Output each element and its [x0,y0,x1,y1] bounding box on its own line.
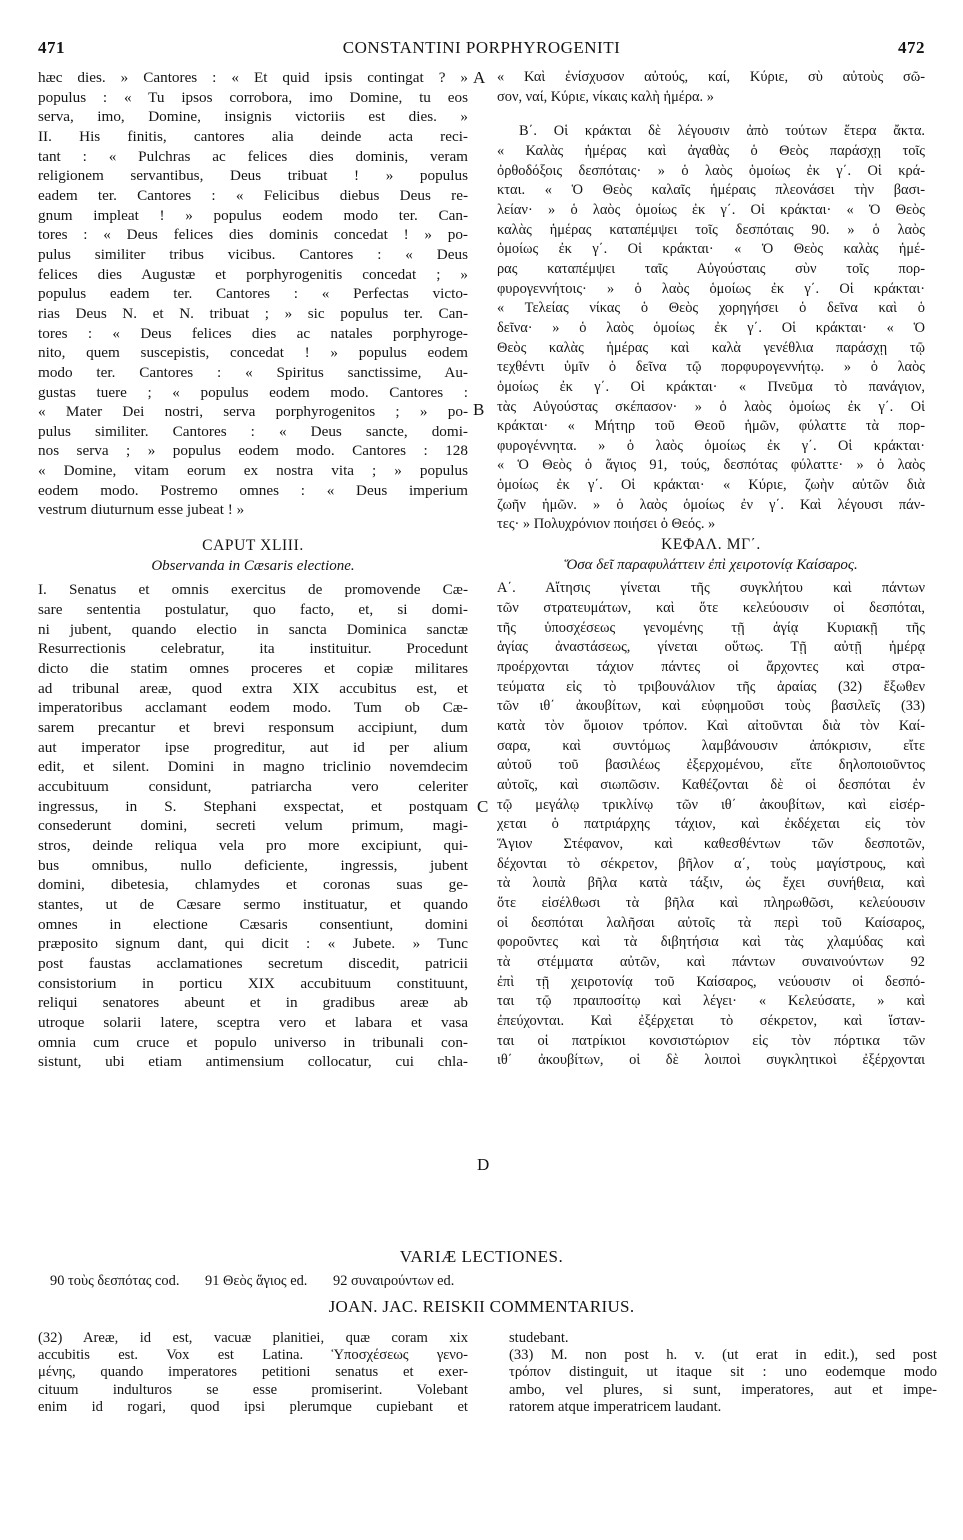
latin-line: ingressus, in S. Stephani exspectat, et postquam [38,797,468,815]
commentary-line: ratorem atque imperatricem laudant. [509,1398,722,1415]
commentary-line: ambo, vel plures, si sunt, imperatores, aut et impe- [509,1381,937,1398]
latin-line: Resurrectionis celebratur, ita instituitur. Procedunt [38,640,468,658]
latin-line: sistunt, ubi etiam antimensium collocatur, cui chla- [38,1053,468,1071]
running-title: CONSTANTINI PORPHYROGENITI [342,38,621,57]
greek-line: τὰ στέμματα αὐτῶν, καὶ πάντων συναινούντων 92 [497,953,925,970]
commentary-heading: JOAN. JAC. REISKII COMMENTARIUS. [328,1297,635,1316]
latin-line: consistorium in porticu XIX accubituum constituunt, [38,974,468,992]
margin-letter-d: D [477,1155,490,1174]
chapter-heading-greek: ΚΕΦΑΛ. ΜΓ΄. [661,536,761,554]
latin-line: omnes in electione Cæsaris consentiunt, domini [38,915,468,933]
greek-line: ὅτε εἰσέλθωσι τὰ βῆλα καὶ πληρωθῶσι, κελεύουσιν [497,894,925,911]
latin-line: tant : « Pulchras ac felices dies dominis, veram [38,147,468,165]
chapter-subheading-latin: Observanda in Cæsaris electione. [151,557,355,574]
latin-line: rias Deus N. et N. tribuat ; » sic populus ter. Can- [38,304,468,322]
running-header [38,38,925,64]
latin-line: serva, imo, Domine, insignis victoriis est dies. » [38,108,468,126]
greek-line: φοροῦντες καὶ τὰ διβητήσια καὶ τὰς χλαμύδας καὶ [497,934,925,951]
greek-line: τες· » Πολυχρόνιον ποιήσει ὁ Θεός. » [497,516,716,533]
greek-line: ἐπὶ τῇ χειροτονίᾳ τοῦ Καίσαρος, νεύουσιν οἱ δεσπό- [497,973,925,990]
greek-line: ὁμοίως ἐκ γ΄. Οἱ κράκται· « Ὁ Θεὸς καλὰς ἡμέ- [497,241,925,258]
latin-line: præposito signum dant, qui dicit : « Jubete. » Tunc [38,935,468,953]
greek-column [497,68,925,1071]
greek-line: ιθ΄ ἀκουβίτων, οἱ δὲ λοιποὶ συγκλητικοὶ ἐξέρχονται [497,1052,925,1069]
latin-line: gustas tuere ; « populus eodem modo. Cantores : [38,383,468,401]
latin-line: bus omnibus, nullo deficiente, ingressis, jubent [38,856,468,874]
latin-line: felices dies Augustæ et porphyrogenitis concedat ; » [38,265,468,283]
latin-line: vestrum diuturnum esse jubeat ! » [38,501,245,519]
variant-reading: 92 συναιρούντων ed. [333,1273,455,1289]
latin-line: sarem precantur et brevi responsum accipiunt, dum [38,719,468,736]
greek-line: τῷ μεγάλῳ τρικλίνῳ τῶν ιθ΄ ἀκουβίτων, καὶ εἰσέρ- [497,796,925,813]
commentary-line: cituum indulturos se esse promiserint. Volebant [38,1381,468,1398]
latin-line: consederunt domini, secreti velum primum, magi- [38,817,468,835]
greek-line: φυρογέννητα. » ὁ λαὸς ὁμοίως ἐκ γ΄. Οἱ κράκται· [497,437,925,454]
latin-line: pulus similiter tribus vicibus. Cantores : « Deus [38,245,468,263]
greek-line: κται. « Ὁ Θεὸς καλαῖς ἡμέραις πλεονάσει τὴν βασι- [497,182,925,199]
greek-line: τὰς Αὐγούστας σκέπασον· » ὁ λαὸς ὁμοίως ἐκ γ΄. Οἱ [497,398,925,415]
greek-line: « Ὁ Θεὸς ὁ ἅγιος 91, τούς, δεσπότας φύλαττε· » ὁ λαὸς [497,457,925,474]
latin-line: utroque solarii latere, sceptra vero et labara et vasa [38,1013,468,1031]
greek-line: « Τελείας νίκας ὁ Θεὸς χορηγήσει ὁ δεῖνα καὶ ὁ [497,300,925,317]
commentary-line: τρόπον distinguit, ut itaque sit : uno eodemque modo [509,1364,937,1381]
spacer [38,520,468,536]
latin-line: nos serva ; » populus eodem modo. Cantores : 128 [38,442,468,460]
greek-line: τῆς ὑποσχέσεως γενομένης τῇ ἁγίᾳ Κυριακῇ τῆς [497,619,925,636]
greek-line: χεται ὁ πατριάρχης τάχιον, καὶ ἐκδέχεται εἰς τὸν [497,816,925,833]
variant-reading: 90 τοὺς δεσπότας cod. [50,1273,180,1289]
greek-line: ται τῷ πραιποσίτῳ καὶ λέγει· « Κελεύσατε, » καὶ [497,993,925,1010]
commentary-line: studebant. [509,1330,569,1346]
latin-line: eadem ter. Cantores : « Felicibus diebus Deus re- [38,186,468,204]
latin-line: modo ter. Cantores : « Spiritus sanctissime, Au- [38,363,468,381]
greek-line: αὐτοῦ τοῦ βασιλέως ἐξερχομένου, εἴτε δηλοποιοῦντος [497,757,925,774]
greek-line: Θεὸς καλὰς ἡμέρας καὶ καλὰ γενέθλια παράσχῃ τῷ [497,339,925,356]
greek-line: αὐτοῖς, καὶ σιωπῶσιν. Καθέζονται δὲ οἱ δεσπόται ἐν [497,776,925,793]
latin-line: « Domine, vitam eorum ex nostra vita ; » populus [38,462,468,480]
latin-column [38,68,468,1072]
greek-line: τῶν στρατευμάτων, καὶ ὅτε κελεύουσιν οἱ δεσπόται, [497,600,925,617]
latin-line: imperatoribus acclamant eodem modo. Tum ob Cæ- [38,699,468,717]
greek-line: οἱ δεσπόται λαλῆσαι αὐτοῖς τὰ περὶ τοῦ Καίσαρος, [497,914,925,931]
greek-line: δέχονται τὸ σέκρετον, βῆλον α΄, τοὺς μαγίστρους, καὶ [497,855,925,872]
latin-line: accubituum considunt, patriarcha vero celeriter [38,777,468,795]
latin-line: eodem modo. Postremo omnes : « Deus imperium [38,481,468,499]
latin-line: aut imperator ipse progreditur, aut id per alium [38,738,468,756]
commentary-line: (32) Areæ, id est, vacuæ planitiei, quæ coram xix [38,1330,468,1346]
latin-line: stros, deinde reliqua vela pro more excipiunt, qui- [38,836,468,854]
latin-line: tores : « Deus felices dies dominis concedat ! » po- [38,226,468,244]
latin-line: reliqui senatores abeunt et in gradibus areæ ab [38,994,468,1012]
margin-letter-a: A [473,68,486,87]
latin-line: hæc dies. » Cantores : « Et quid ipsis contingat ? » [38,69,468,86]
latin-line: gnum impleat ! » populus eodem modo ter. Can- [38,206,468,224]
commentary-right-column [509,1330,937,1416]
greek-line: τῶν ιθ΄ ἀκουβίτων, καὶ εὐφημοῦσι τοὺς βασιλεῖς (33) [497,698,925,715]
greek-line: τεύματα εἰς τὸ τριβουνάλιον τῆς ἀραίας (32) ἔξωθεν [497,678,925,695]
greek-line: ζωῆν ἡμῶν. » ὁ λαὸς ὁμοίως ἐν γ΄. Καὶ λέγουσι πάν- [497,496,925,513]
greek-line: ἐπεύχονται. Καὶ ἐξέρχεται τὸ σέκρετον, καὶ ἵσταν- [497,1012,925,1029]
greek-line: « Καλὰς ἡμέρας καὶ ἀγαθὰς ὁ Θεὸς παράσχῃ τοῖς [497,142,925,159]
greek-line: δεῖνα· » ὁ λαὸς ὁμοίως ἐκ γ΄. Οἱ κράκται· « Ὁ [497,319,925,336]
commentary-line: μένης, quando imperatores petitioni senatus et exer- [38,1364,468,1381]
latin-line: tores : « Deus felices dies ac natales porphyroge- [38,324,468,342]
commentary-line: accubitis est. Vox est Latina. Ὑποσχέσεως γενο- [38,1347,468,1364]
latin-line: II. His finitis, cantores alia deinde acta reci- [38,127,468,145]
page-number-right: 472 [898,38,925,57]
variae-lectiones [50,1273,476,1290]
greek-line: ται οἱ πατρίκιοι κονσιστώριον εἰς τὸν πόρτικα τῶν [497,1032,925,1049]
chapter-subheading-greek: Ὅσα δεῖ παραφυλάττειν ἐπὶ χειροτονίᾳ Καίσαρος. [564,556,858,573]
greek-line: προέρχονται τάχιον πάντες οἱ ἄρχοντες καὶ στρα- [497,659,925,676]
greek-line: τεχθέντι ὑμῖν ὁ δεῖνα τῷ πορφυρογεννήτῳ. » ὁ λαὸς [497,359,925,376]
latin-line: pulus similiter. Cantores : « Deus sancte, domi- [38,422,468,440]
greek-line: κράκται· « Μήτηρ τοῦ Θεοῦ ἡμῶν, φύλαττε τὰ πορ- [497,418,925,435]
latin-line: stantes, ut de Cæsare sermo instituatur, et quando [38,895,468,913]
greek-line: ὁμοίως ἐκ γ΄. Οἱ κράκται· « Πνεῦμα τὸ πανάγιον, [497,378,925,395]
latin-line: post faustas acclamationes secretum discedit, patricii [38,954,468,972]
latin-line: « Mater Dei nostri, serva porphyrogenitos ; » po- [38,403,468,421]
margin-letter-b: B [473,400,485,419]
greek-line: ὀρθοδόξοις δεσπόταις· » ὁ λαὸς ὁμοίως ἐκ γ΄. Οἱ κρά- [497,162,925,179]
variant-reading: 91 Θεὸς ἅγιος ed. [205,1273,308,1289]
latin-line: populus : « Tu ipsos corrobora, imo Domine, tu eos [38,88,468,106]
page-number-left: 471 [38,38,65,57]
greek-line: φυρογεννήτοις· » ὁ λαὸς ὁμοίως ἐκ γ΄. Οἱ κράκται· [497,280,925,297]
latin-line: religionem servantibus, Deus tribuat ! » populus [38,167,468,185]
greek-line: λείαν· » ὁ λαὸς ὁμοίως ἐκ γ΄. Οἱ κράκται· « Ὁ Θεὸς [497,201,925,218]
latin-line: edit, et silent. Domini in magno triclinio novemdecim [38,758,468,776]
greek-line: Ἅγιον Στέφανον, καὶ καθεσθέντων τῶν δεσποτῶν, [497,835,925,852]
latin-line: omnia cum cruce et populo universo in tribunali con- [38,1033,468,1051]
greek-line: σον, ναί, Κύριε, νίκαις καλὴ ἡμέρα. » [497,88,714,105]
margin-letter-c: C [477,797,489,816]
latin-line: sare sententia postulatur, quo facto, et, si domi- [38,601,468,619]
latin-line: nito, quem suscepistis, concedat ! » populus eodem [38,344,468,362]
variae-lectiones-heading: VARIÆ LECTIONES. [399,1247,564,1266]
greek-line: ρας καταπέμψει ταῖς Αὐγούσταις σὺν τοῖς πορ- [497,260,925,277]
greek-line: Β΄. Οἱ κράκται δὲ λέγουσιν ἀπὸ τούτων ἕτερα ἄκτα. [519,123,925,140]
latin-line: populus eadem ter. Cantores : « Perfectas victo- [38,285,468,303]
chapter-heading-latin: CAPUT XLIII. [202,537,304,555]
latin-line: domini, dibetesia, chlamydes et coronas suas ge- [38,876,468,894]
greek-line: κατὰ τὸν ὅμοιον τρόπον. Καὶ αἰτοῦνται διὰ τὸν Καί- [497,718,925,734]
commentary-line: enim id rogari, quod ipsi plerumque cupiebant et [38,1398,468,1415]
greek-line: « Καὶ ἐνίσχυσον αὐτούς, καί, Κύριε, σὺ αὐτοὺς σῶ- [497,69,925,85]
greek-line: σαρα, καὶ συντόμως λαμβάνουσιν ἀπόκρισιν, εἴτε [497,737,925,754]
latin-line: dicto die statim omnes proceres et copiæ militares [38,660,468,678]
greek-line: Α΄. Αἴτησις γίνεται τῆς συγκλήτου καὶ πάντων [497,580,925,597]
greek-line: ὁμοίως ἐκ γ΄. Οἱ κράκται· « Κύριε, ζωὴν αὐτῶν διὰ [497,477,925,494]
greek-line: ἁγίας ἀναστάσεως, γίνεται οὕτως. Τῇ αὐτῇ ἡμέρᾳ [497,639,925,656]
commentary-line: (33) M. non post h. v. (ut erat in edit.), sed post [509,1347,937,1364]
latin-line: ni jubent, quando electio in sancta Dominica sanctæ [38,620,468,638]
commentary-left-column [38,1330,468,1416]
greek-line: τὰ λοιπὰ βῆλα κατὰ τάξιν, ὡς ἔχει συνήθεια, καὶ [497,875,925,892]
greek-line: καλὰς ἡμέρας καταπέμψει τοῖς δεσπόταις 90. » ὁ λαὸς [497,221,925,238]
latin-line: I. Senatus et omnis exercitus de promovende Cæ- [38,581,468,599]
latin-line: ad tribunal areæ, quod extra XIX accubitus est, et [38,679,468,697]
